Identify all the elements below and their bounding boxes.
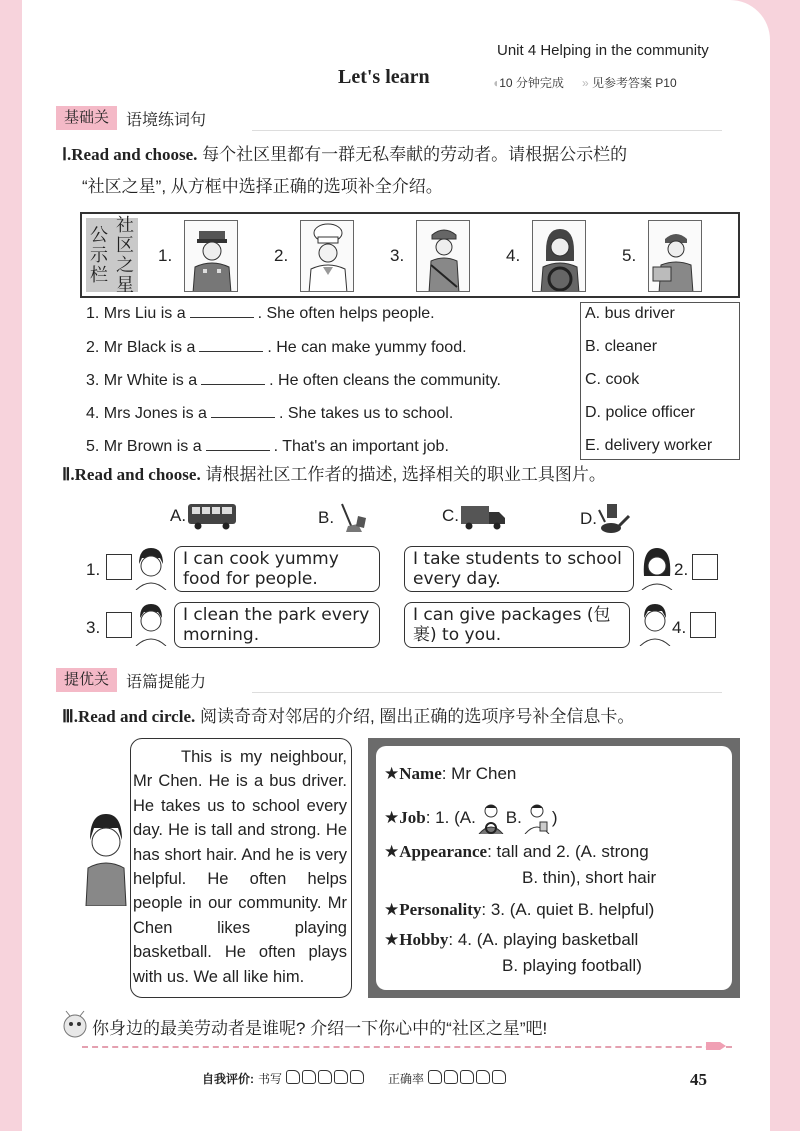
thumb-icon[interactable]: [428, 1070, 442, 1084]
level-tag-label: 基础关: [56, 106, 120, 130]
answer-box-2[interactable]: [692, 554, 718, 580]
board-label-char: 星: [116, 275, 134, 295]
star-slot-5: [622, 220, 702, 292]
divider: [252, 130, 722, 131]
options-box: [580, 302, 740, 460]
pencil-tip-icon: [706, 1038, 726, 1054]
info-job: ★ Job : 1. (A. B. ): [384, 802, 558, 834]
bus-icon: [186, 502, 238, 530]
board-label-char: 社: [116, 215, 134, 235]
thumb-icon[interactable]: [460, 1070, 474, 1084]
q1-numeral: Ⅰ.: [62, 145, 72, 164]
level-tag-desc: 语境练词句: [126, 111, 207, 129]
workbook-page: [22, 0, 770, 1131]
cleaner-picture: [416, 220, 470, 292]
self-eval-label: 自我评价:: [202, 1072, 254, 1086]
q2-item-number: 4.: [672, 618, 687, 637]
board-label: [86, 215, 138, 295]
star-slot-3: [390, 220, 470, 292]
info-hobby: ★Hobby: 4. (A. playing basketball: [384, 930, 639, 949]
q2-item-number: 2.: [674, 560, 689, 579]
delivery-truck-icon: [459, 502, 507, 530]
doctor-option-icon: [522, 802, 552, 834]
info-card-inner: [376, 746, 732, 990]
level-tag-basic: [56, 106, 206, 130]
q1-sentence-2: 2. Mr Black is a . He can make yummy food.: [86, 339, 467, 356]
thumb-icon[interactable]: [444, 1070, 458, 1084]
info-card: [368, 738, 740, 998]
tool-b: [318, 502, 368, 534]
tool-a: [170, 502, 238, 530]
thumb-icon[interactable]: [318, 1070, 332, 1084]
cook-picture: [300, 220, 354, 292]
page-number: 45: [690, 1070, 707, 1089]
answer-box-4[interactable]: [690, 612, 716, 638]
star-slot-2: [274, 220, 354, 292]
delivery-worker-picture: [648, 220, 702, 292]
option-d: D. police officer: [585, 404, 695, 421]
q3-title: Read and circle.: [77, 707, 196, 726]
board-label-char: 之: [116, 255, 134, 275]
thumb-icon[interactable]: [476, 1070, 490, 1084]
answer-blank[interactable]: [201, 371, 265, 385]
extension-question: 你身边的最美劳动者是谁呢? 介绍一下你心中的“社区之星”吧!: [92, 1019, 548, 1038]
answer-blank[interactable]: [199, 338, 263, 352]
tool-label: C.: [442, 506, 459, 525]
tool-d: [580, 502, 631, 536]
q1-heading: [62, 140, 742, 170]
info-appearance: ★Appearance: tall and 2. (A. strong: [384, 842, 649, 861]
q2-numeral: Ⅱ.: [62, 465, 75, 484]
section-title: Let's learn: [338, 66, 430, 88]
option-e: E. delivery worker: [585, 437, 713, 454]
board-label-col1: [86, 218, 112, 292]
writing-line[interactable]: [82, 1046, 732, 1048]
slot-number: 4.: [506, 246, 521, 265]
q1-sentence-1: 1. Mrs Liu is a . She often helps people.: [86, 305, 435, 322]
q2-item-number: 1.: [86, 560, 101, 579]
speech-bubble-2: I take students to school every day.: [404, 546, 634, 592]
thumb-icon[interactable]: [350, 1070, 364, 1084]
slot-number: 2.: [274, 246, 289, 265]
cooking-tools-icon: [597, 502, 631, 536]
info-hobby-2: B. playing football): [502, 956, 642, 975]
board-label-char: 区: [116, 235, 134, 255]
info-personality: ★Personality: 3. (A. quiet B. helpful): [384, 900, 655, 919]
header-meta: [492, 74, 677, 91]
thumb-icon[interactable]: [334, 1070, 348, 1084]
option-b: B. cleaner: [585, 338, 658, 355]
answer-blank[interactable]: [211, 404, 275, 418]
arrow-icon: »: [581, 76, 589, 90]
q1-sentence-5: 5. Mr Brown is a . That's an important job.: [86, 438, 449, 455]
bus-driver-picture: [532, 220, 586, 292]
option-a: A. bus driver: [585, 305, 675, 322]
board-label-char: 示: [90, 245, 108, 265]
board-label-char: 公: [90, 225, 108, 245]
option-c: C. cook: [585, 371, 640, 388]
speech-bubble-4: I can give packages (包裹) to you.: [404, 602, 630, 648]
slot-number: 5.: [622, 246, 637, 265]
passage-text: This is my neighbour, Mr Chen. He is a bus driver. He takes us to school every day. He is tall and strong. He has short hair. And he is very helpful. He often helps people in our community. Mr Chen likes playing basketball. He often plays with us. We all like him.: [133, 748, 347, 986]
answer-box-3[interactable]: [106, 612, 132, 638]
thumb-icon[interactable]: [286, 1070, 300, 1084]
accuracy-label: 正确率: [388, 1072, 425, 1086]
tool-label: B.: [318, 508, 335, 527]
broom-icon: [334, 502, 368, 534]
driver-option-icon: [476, 802, 506, 834]
q2-heading: [62, 460, 752, 490]
qiqi-character: [82, 810, 130, 906]
q1-title: Read and choose.: [71, 145, 198, 164]
q3-numeral: Ⅲ.: [62, 707, 78, 726]
writing-rating[interactable]: [286, 1070, 366, 1087]
time-hint: ◖10 分钟完成: [492, 76, 564, 90]
community-star-board: [80, 212, 740, 298]
clock-icon: ◖: [492, 76, 500, 90]
tool-c: [442, 502, 507, 530]
tool-label: D.: [580, 509, 597, 528]
speech-bubble-3: I clean the park every morning.: [174, 602, 380, 648]
level-tag-label: 提优关: [56, 668, 120, 692]
q2-title: Read and choose.: [74, 465, 201, 484]
speech-bubble-1: I can cook yummy food for people.: [174, 546, 380, 592]
writing-label: 书写: [258, 1072, 283, 1086]
q1-instruction-2: “社区之星”, 从方框中选择正确的选项补全介绍。: [82, 177, 443, 196]
level-tag-advanced: [56, 668, 206, 692]
accuracy-rating[interactable]: [428, 1070, 508, 1087]
board-label-char: 栏: [90, 265, 108, 285]
answer-hint: » 见参考答案 P10: [581, 76, 677, 90]
self-evaluation: [202, 1070, 508, 1087]
police-officer-picture: [184, 220, 238, 292]
mascot-icon: [60, 1010, 90, 1040]
star-slot-1: [158, 220, 238, 292]
man-avatar: [134, 602, 168, 646]
thumb-icon[interactable]: [492, 1070, 506, 1084]
info-appearance-2: B. thin), short hair: [522, 868, 657, 887]
reading-passage: [130, 738, 352, 998]
q3-heading: [62, 702, 752, 732]
thumb-icon[interactable]: [302, 1070, 316, 1084]
divider: [252, 692, 722, 693]
slot-number: 1.: [158, 246, 173, 265]
q2-instruction: 请根据社区工作者的描述, 选择相关的职业工具图片。: [200, 465, 606, 484]
q1-instruction-1: 每个社区里都有一群无私奉献的劳动者。请根据公示栏的: [197, 145, 628, 164]
answer-box-1[interactable]: [106, 554, 132, 580]
q3-instruction: 阅读奇奇对邻居的介绍, 圈出正确的选项序号补全信息卡。: [195, 707, 635, 726]
boy-avatar: [134, 546, 168, 590]
unit-title: Unit 4 Helping in the community: [497, 42, 709, 59]
info-name: ★Name: Mr Chen: [384, 764, 517, 783]
q1-sentence-3: 3. Mr White is a . He often cleans the community.: [86, 372, 501, 389]
q2-item-number: 3.: [86, 618, 101, 637]
star-slot-4: [506, 220, 586, 292]
q1-sentence-4: 4. Mrs Jones is a . She takes us to school.: [86, 405, 454, 422]
answer-blank[interactable]: [206, 437, 270, 451]
tool-label: A.: [170, 506, 187, 525]
slot-number: 3.: [390, 246, 405, 265]
answer-blank[interactable]: [190, 304, 254, 318]
woman-avatar: [640, 546, 674, 590]
level-tag-desc: 语篇提能力: [126, 673, 207, 691]
board-label-col2: [112, 215, 138, 295]
young-man-avatar: [638, 602, 672, 646]
